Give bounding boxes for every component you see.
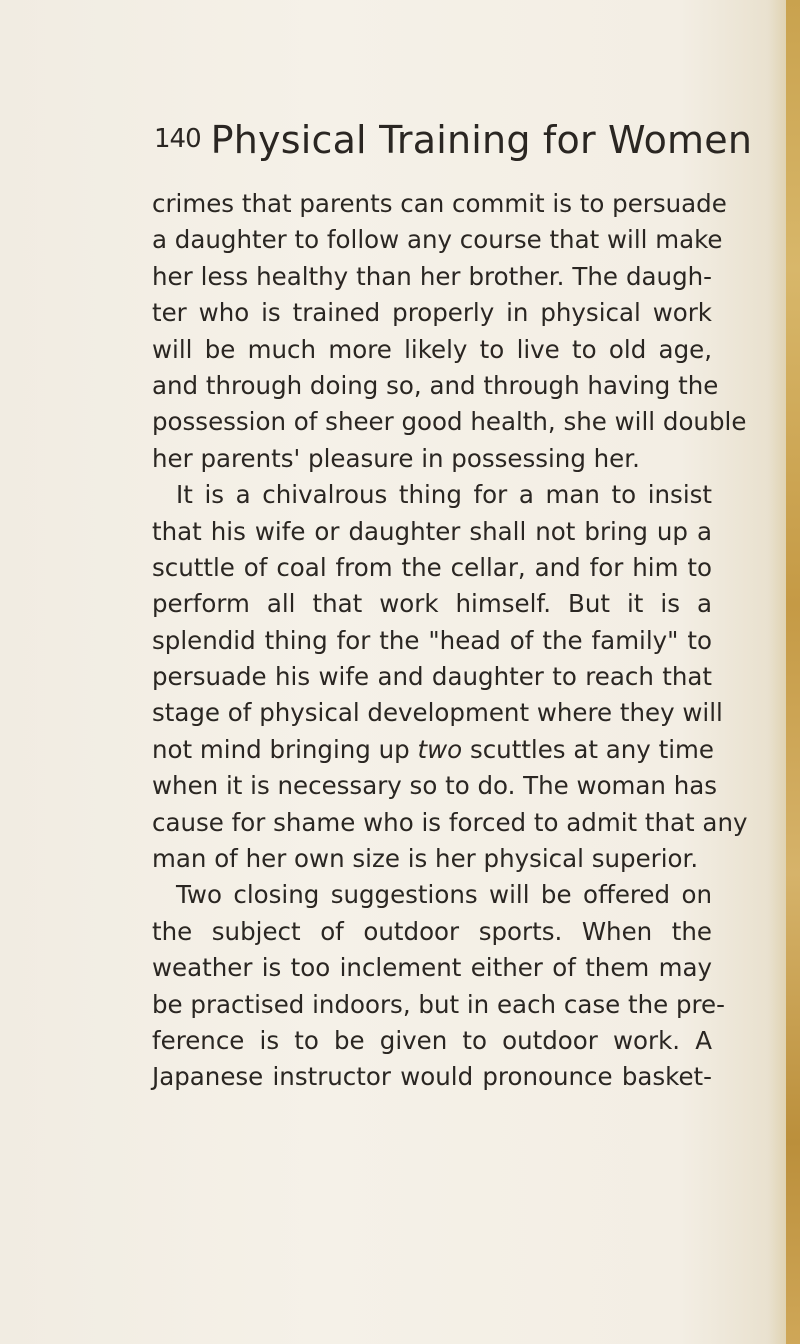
text-line: ter who is trained properly in physical work: [152, 298, 712, 328]
italic-word: two: [417, 734, 463, 764]
body-text: [152, 186, 748, 1096]
text-line: scuttle of coal from the cellar, and for him to: [152, 552, 712, 582]
text-line: splendid thing for the "head of the family" to: [152, 625, 712, 655]
text-line: her less healthy than her brother. The daugh-: [152, 261, 712, 291]
text-segment: not mind bringing up: [152, 734, 418, 764]
text-line: persuade his wife and daughter to reach that: [152, 662, 712, 692]
text-line: that his wife or daughter shall not bring up a: [152, 516, 712, 546]
text-line: stage of physical development where they will: [152, 698, 723, 728]
text-line: her parents' pleasure in possessing her.: [152, 443, 640, 473]
page-edge: [786, 0, 800, 1344]
text-line-with-italic: [152, 732, 712, 768]
page-header: [154, 118, 753, 178]
text-line: man of her own size is her physical superior.: [152, 844, 699, 874]
text-line: Two closing suggestions will be offered on: [176, 880, 712, 910]
text-line: cause for shame who is forced to admit that any: [152, 807, 748, 837]
text-line: the subject of outdoor sports. When the: [152, 916, 712, 946]
text-line: Japanese instructor would pronounce basket-: [152, 1062, 712, 1092]
text-line: It is a chivalrous thing for a man to insist: [176, 480, 712, 510]
text-line: crimes that parents can commit is to persuade: [152, 189, 727, 218]
text-line: when it is necessary so to do. The woman has: [152, 771, 718, 801]
text-line: will be much more likely to live to old age,: [152, 334, 712, 364]
text-segment: scuttles at any time: [462, 734, 714, 764]
text-line: and through doing so, and through having the: [152, 370, 719, 400]
text-line: be practised indoors, but in each case the pre-: [152, 989, 725, 1019]
page-number: 140: [154, 123, 201, 154]
running-title: Physical Training for Women: [210, 118, 753, 162]
text-line: possession of sheer good health, she will double: [152, 407, 747, 437]
text-line: ference is to be given to outdoor work. A: [152, 1025, 712, 1055]
text-line: weather is too inclement either of them may: [152, 953, 712, 983]
text-line: perform all that work himself. But it is a: [152, 589, 712, 619]
text-line: a daughter to follow any course that will make: [152, 225, 723, 255]
